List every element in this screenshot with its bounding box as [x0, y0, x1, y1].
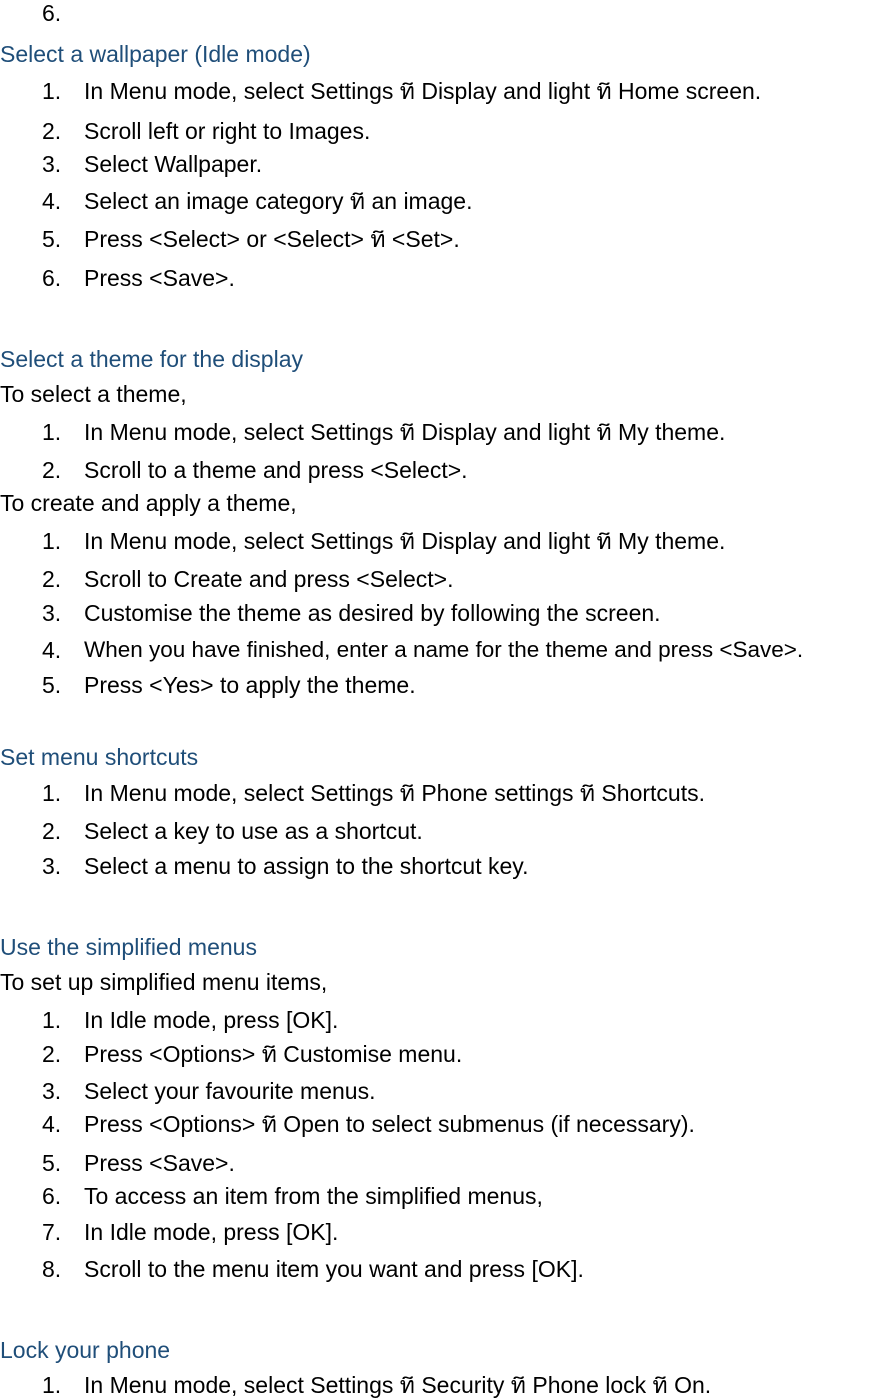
list-number: 4.	[42, 1111, 62, 1137]
list-number: 6.	[42, 0, 62, 26]
list-text: To access an item from the simplified menus,	[84, 1183, 543, 1209]
section-heading-simplified-menus: Use the simplified menus	[0, 934, 257, 960]
section-heading-lock-phone: Lock your phone	[0, 1337, 171, 1363]
list-text: Select an image category ท̃ an image.	[84, 188, 473, 214]
list-number: 6.	[42, 1183, 62, 1209]
list-text: Scroll left or right to Images.	[84, 118, 371, 144]
list-number: 2.	[42, 566, 62, 592]
list-text: Press <Options> ท̃ Customise menu.	[84, 1041, 463, 1067]
list-number: 1.	[42, 528, 62, 554]
list-text: Select Wallpaper.	[84, 151, 263, 177]
list-number: 5.	[42, 672, 62, 698]
list-number: 3.	[42, 151, 62, 177]
list-number: 2.	[42, 1041, 62, 1067]
list-number: 2.	[42, 118, 62, 144]
list-number: 3.	[42, 1078, 62, 1104]
list-number: 5.	[42, 226, 62, 252]
list-text: Select a key to use as a shortcut.	[84, 818, 423, 844]
list-text: In Menu mode, select Settings ท̃ Display and light ท̃ My theme.	[84, 419, 726, 445]
list-number: 3.	[42, 600, 62, 626]
list-text: Press <Options> ท̃ Open to select submenus (if necessary).	[84, 1111, 695, 1137]
list-number: 4.	[42, 188, 62, 214]
intro-text: To select a theme,	[0, 381, 187, 407]
list-text: In Menu mode, select Settings ท̃ Security ท̃ Phone lock ท̃ On.	[84, 1372, 712, 1398]
list-text: When you have finished, enter a name for the theme and press <Save>.	[84, 637, 804, 662]
list-text: Scroll to Create and press <Select>.	[84, 566, 454, 592]
list-text: In Menu mode, select Settings ท̃ Display and light ท̃ My theme.	[84, 528, 726, 554]
list-text: Press <Save>.	[84, 1150, 235, 1176]
section-heading-wallpaper: Select a wallpaper (Idle mode)	[0, 41, 311, 67]
list-number: 3.	[42, 853, 62, 879]
list-number: 1.	[42, 780, 62, 806]
list-number: 2.	[42, 457, 62, 483]
list-number: 8.	[42, 1256, 62, 1282]
list-text: Select a menu to assign to the shortcut key.	[84, 853, 529, 879]
list-text: Press <Yes> to apply the theme.	[84, 672, 416, 698]
list-number: 1.	[42, 1372, 62, 1398]
list-number: 5.	[42, 1150, 62, 1176]
list-text: Scroll to a theme and press <Select>.	[84, 457, 468, 483]
list-text: Customise the theme as desired by following the screen.	[84, 600, 661, 626]
intro-text: To set up simplified menu items,	[0, 969, 328, 995]
list-number: 1.	[42, 78, 62, 104]
list-text: Select your favourite menus.	[84, 1078, 376, 1104]
list-text: In Menu mode, select Settings ท̃ Phone settings ท̃ Shortcuts.	[84, 780, 705, 806]
list-text: In Menu mode, select Settings ท̃ Display and light ท̃ Home screen.	[84, 78, 762, 104]
list-text: In Idle mode, press [OK].	[84, 1007, 339, 1033]
section-heading-theme: Select a theme for the display	[0, 346, 303, 372]
list-text: Press <Select> or <Select> ท̃ <Set>.	[84, 226, 460, 252]
list-text: Press <Save>.	[84, 265, 235, 291]
list-number: 1.	[42, 419, 62, 445]
list-number: 1.	[42, 1007, 62, 1033]
list-text: Scroll to the menu item you want and press [OK].	[84, 1256, 584, 1282]
section-heading-shortcuts: Set menu shortcuts	[0, 744, 199, 770]
list-number: 7.	[42, 1219, 62, 1245]
list-number: 4.	[42, 637, 62, 663]
intro-text: To create and apply a theme,	[0, 490, 297, 516]
list-text: In Idle mode, press [OK].	[84, 1219, 339, 1245]
list-number: 2.	[42, 818, 62, 844]
list-number: 6.	[42, 265, 62, 291]
